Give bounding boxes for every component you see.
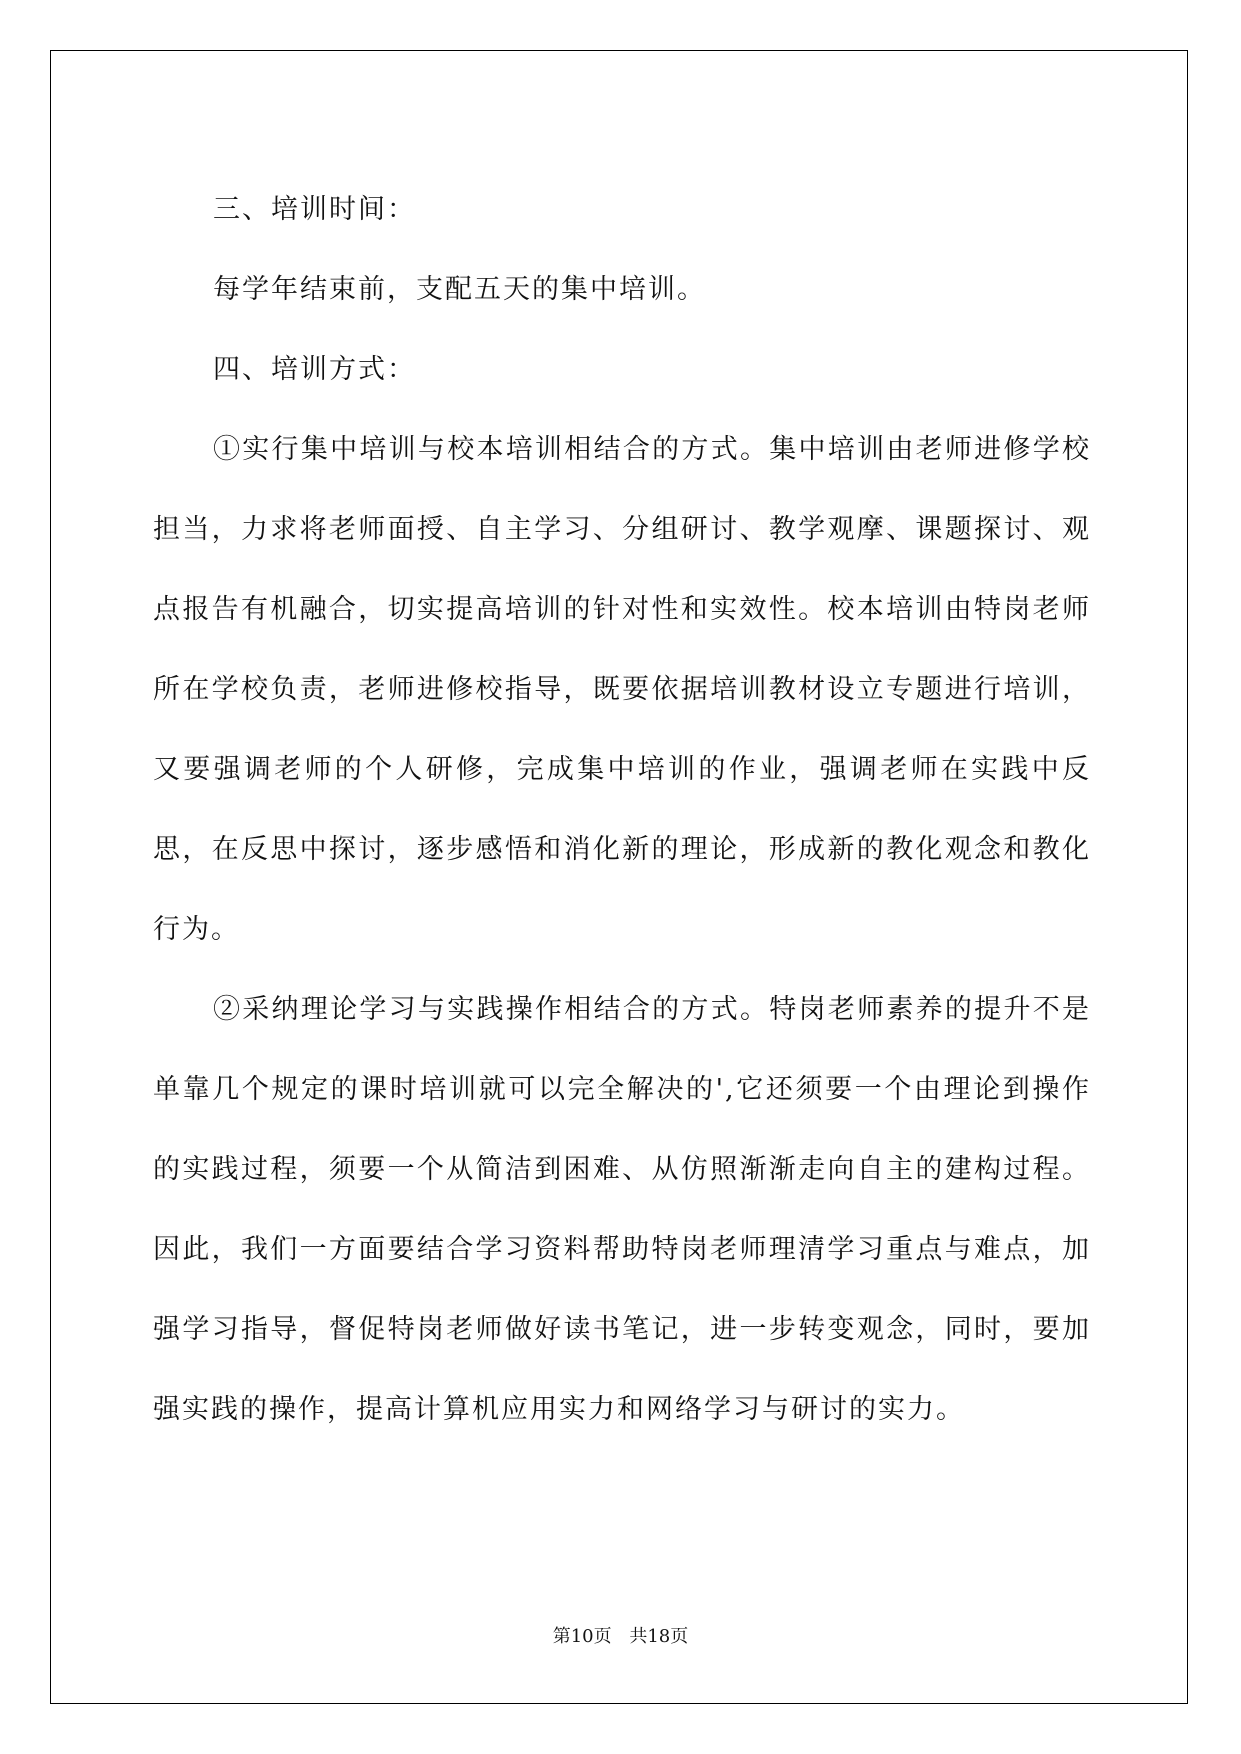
- document-body: [153, 170, 1091, 1450]
- paragraph-method-two: ②采纳理论学习与实践操作相结合的方式。特岗老师素养的提升不是单靠几个规定的课时培训就可以完全解决的',它还须要一个由理论到操作的实践过程，须要一个从简洁到困难、从仿照渐渐走向自主的建构过程。因此，我们一方面要结合学习资料帮助特岗老师理清学习重点与难点，加强学习指导，督促特岗老师做好读书笔记，进一步转变观念，同时，要加强实践的操作，提高计算机应用实力和网络学习与研讨的实力。: [153, 994, 1091, 1425]
- total-page-count: 共18页: [629, 1626, 689, 1647]
- paragraph-training-schedule: 每学年结束前，支配五天的集中培训。: [213, 274, 706, 305]
- paragraph-method-one: ①实行集中培训与校本培训相结合的方式。集中培训由老师进修学校担当，力求将老师面授、自主学习、分组研讨、教学观摩、课题探讨、观点报告有机融合，切实提高培训的针对性和实效性。校本培训由特岗老师所在学校负责，老师进修校指导，既要依据培训教材设立专题进行培训，又要强调老师的个人研修，完成集中培训的作业，强调老师在实践中反思，在反思中探讨，逐步感悟和消化新的理论，形成新的教化观念和教化行为。: [153, 434, 1091, 945]
- section-heading-training-method: 四、培训方式：: [213, 354, 416, 385]
- current-page-number: 第10页: [552, 1626, 612, 1647]
- section-heading-training-time: 三、培训时间：: [213, 194, 416, 225]
- page-footer: [0, 1622, 1241, 1648]
